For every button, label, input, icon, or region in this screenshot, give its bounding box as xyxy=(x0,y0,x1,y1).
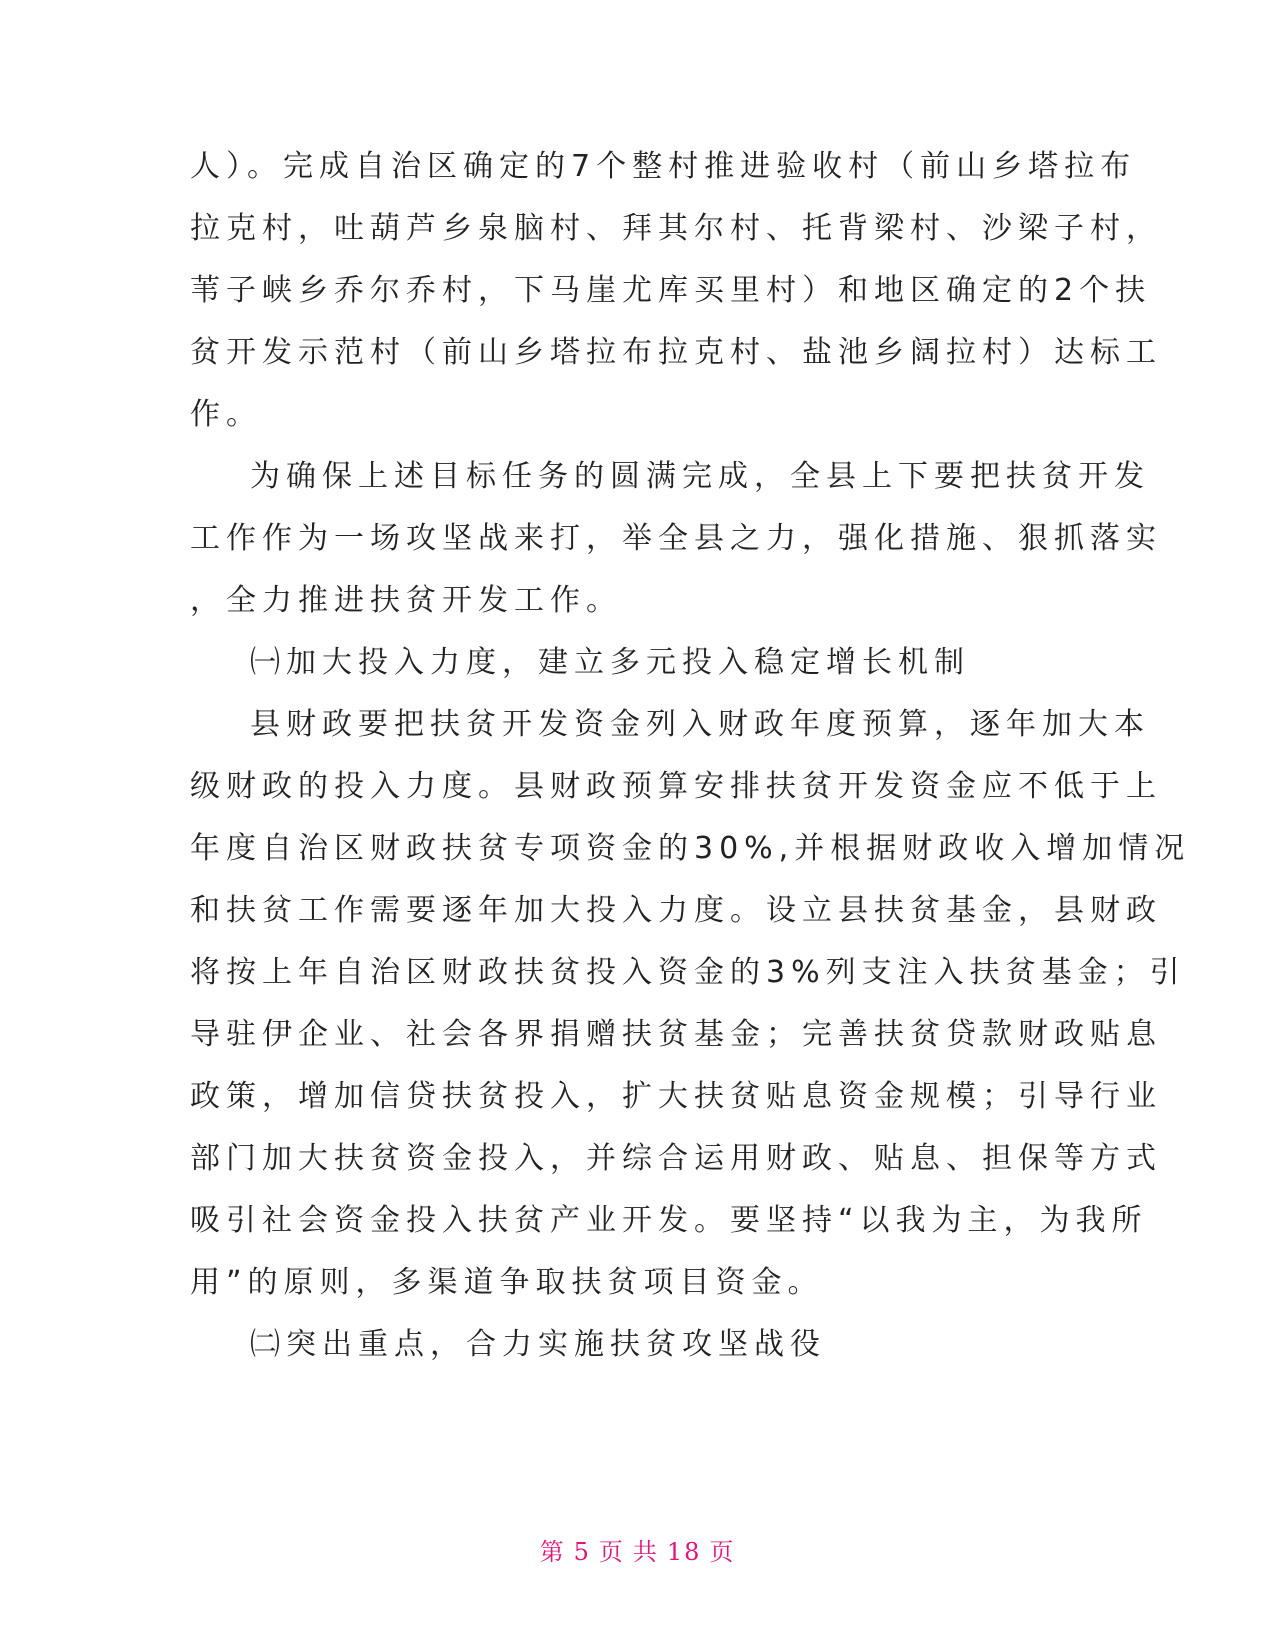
paragraph-start-line: 县财政要把扶贫开发资金列入财政年度预算，逐年加大本 xyxy=(250,707,1150,742)
text-line: 导驻伊企业、社会各界捐赠扶贫基金；完善扶贫贷款财政贴息 xyxy=(190,1017,1162,1052)
text-line: 部门加大扶贫资金投入，并综合运用财政、贴息、担保等方式 xyxy=(190,1141,1162,1176)
text-line: 作。 xyxy=(190,397,262,432)
paragraph-start-line: 为确保上述目标任务的圆满完成，全县上下要把扶贫开发 xyxy=(250,459,1150,494)
document-body xyxy=(190,136,1191,1376)
text-line: 年度自治区财政扶贫专项资金的30%,并根据财政收入增加情况 xyxy=(190,831,1191,866)
text-line: 吸引社会资金投入扶贫产业开发。要坚持“以我为主，为我所 xyxy=(190,1203,1148,1238)
footer-total-word: 共 xyxy=(632,1538,659,1566)
text-line: 级财政的投入力度。县财政预算安排扶贫开发资金应不低于上 xyxy=(190,769,1162,804)
footer-suffix: 页 xyxy=(709,1538,736,1566)
text-line: 和扶贫工作需要逐年加大投入力度。设立县扶贫基金，县财政 xyxy=(190,893,1162,928)
footer-total-pages: 18 xyxy=(666,1538,702,1566)
section-heading-2: ㈡突出重点，合力实施扶贫攻坚战役 xyxy=(250,1327,826,1362)
text-line: ，全力推进扶贫开发工作。 xyxy=(190,583,622,618)
page-number-footer xyxy=(0,1532,1275,1567)
text-line: 人）。完成自治区确定的7个整村推进验收村（前山乡塔拉布 xyxy=(190,149,1137,184)
text-line: 政策，增加信贷扶贫投入，扩大扶贫贴息资金规模；引导行业 xyxy=(190,1079,1162,1114)
text-line: 拉克村，吐葫芦乡泉脑村、拜其尔村、托背梁村、沙梁子村， xyxy=(190,211,1162,246)
text-line: 用”的原则，多渠道争取扶贫项目资金。 xyxy=(190,1265,824,1300)
section-heading-1: ㈠加大投入力度，建立多元投入稳定增长机制 xyxy=(250,645,970,680)
footer-prefix: 第 xyxy=(539,1538,566,1566)
text-line: 将按上年自治区财政扶贫投入资金的3%列支注入扶贫基金；引 xyxy=(190,955,1186,990)
text-line: 贫开发示范村（前山乡塔拉布拉克村、盐池乡阔拉村）达标工 xyxy=(190,335,1162,370)
text-line: 苇子峡乡乔尔乔村，下马崖尤库买里村）和地区确定的2个扶 xyxy=(190,273,1152,308)
text-line: 工作作为一场攻坚战来打，举全县之力，强化措施、狠抓落实 xyxy=(190,521,1162,556)
footer-current-page: 5 xyxy=(573,1538,591,1566)
footer-page-word: 页 xyxy=(598,1538,625,1566)
